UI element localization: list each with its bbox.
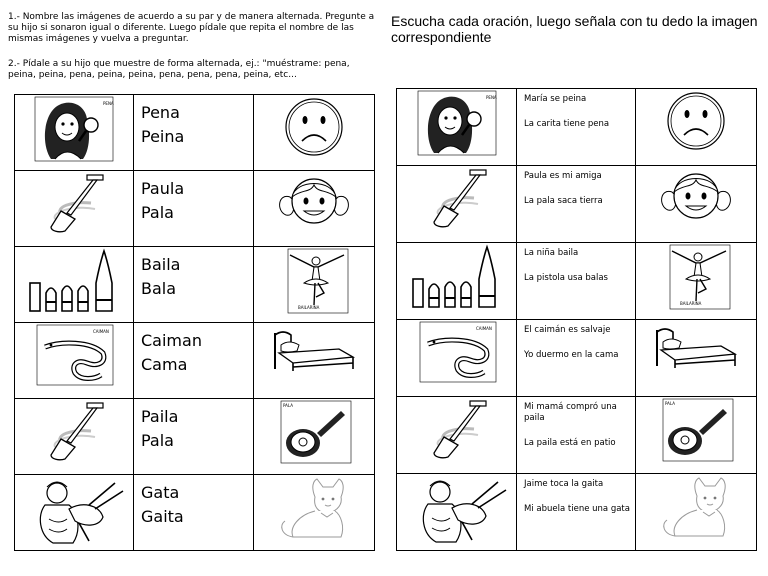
word-text: Paila [141,407,179,426]
bagpipe-player-icon [15,475,133,547]
sentence-text: Yo duermo en la cama [524,350,619,360]
bagpipe-player-icon [397,474,516,546]
word-text: Cama [141,355,188,374]
word-pair [134,399,253,453]
sentence-row [397,320,757,397]
girl-face-icon [636,166,756,222]
word-pair [134,247,253,301]
sentence-row [397,474,757,551]
word-pair-row [15,171,375,247]
sentence-row [397,243,757,320]
sad-face-icon [254,95,374,159]
shovel-icon [15,399,133,463]
bed-icon [254,323,374,373]
sentence-pair [517,166,635,207]
bed-icon [636,320,756,370]
sentence-pair [517,320,635,361]
bullets-icon [15,247,133,315]
shovel-icon [397,166,516,230]
girl-face-icon [254,171,374,227]
word-pair-row [15,475,375,551]
word-text: Pena [141,103,180,122]
caiman-label-text: CAIMAN [93,329,109,334]
sentence-pair [517,397,635,449]
sentence-text: La pistola usa balas [524,273,608,283]
word-pair-row [15,247,375,323]
word-pair-row [15,323,375,399]
word-text: Gata [141,483,180,502]
bailarina-label-text: BAILARINA [298,305,320,310]
word-text: Gaita [141,507,184,526]
word-pair-row [15,399,375,475]
word-text: Caiman [141,331,202,350]
shovel-icon [397,397,516,461]
sentence-pair [517,474,635,515]
caiman-label-text: CAIMAN [475,326,492,331]
word-text: Pala [141,203,174,222]
cat-icon [254,475,374,539]
sentence-text: María se peina [524,94,587,104]
sentence-row [397,397,757,474]
cat-icon [636,474,756,538]
instruction-step-1: 1.- Nombre las imágenes de acuerdo a su par y de manera alternada. Pregunte a su hijo si sonaron igual o diferente. Luego pídale que repita el nombre de las mismas imágenes y vuelva a preguntar. [8,12,375,44]
word-pair [134,475,253,529]
word-pair [134,323,253,377]
caiman-icon [397,320,516,384]
sentence-text: La carita tiene pena [524,119,610,129]
sad-face-icon [636,89,756,153]
sentence-pair [517,89,635,130]
word-text: Paula [141,179,185,198]
bullets-icon [397,243,516,311]
instruction-step-2: 2.- Pídale a su hijo que muestre de forma alternada, ej.: "muéstrame: pena, peina, peina, pena, peina, peina, pena, pena, pena, peina, etc... [8,59,350,80]
pena-label-text: PENA [103,101,114,106]
sentence-text: Mi abuela tiene una gata [524,504,630,514]
right-worksheet-title: Escucha cada oración, luego señala con tu dedo la imagen correspondiente [391,13,758,45]
ballerina-icon [636,243,756,313]
pena-label-text: PENA [485,95,497,100]
word-pair [134,95,253,149]
pala-label-text: PALA [665,401,675,406]
sentence-text: La niña baila [524,248,579,258]
girl-combing-icon [397,89,516,157]
sentence-pair [517,243,635,284]
right-sentences-table [396,88,757,551]
sentence-text: El caimán es salvaje [524,325,611,335]
sentence-text: La pala saca tierra [524,196,603,206]
sentence-row [397,166,757,243]
word-text: Peina [141,127,185,146]
sentence-text: La paila está en patio [524,438,616,448]
shovel-icon [15,171,133,235]
sentence-text: Paula es mi amiga [524,171,602,181]
sentence-row [397,89,757,166]
frying-pan-icon [254,399,374,465]
word-pair-row [15,95,375,171]
ballerina-icon [254,247,374,317]
girl-combing-icon [15,95,133,163]
word-text: Baila [141,255,181,274]
pala-label-text: PALA [283,403,293,408]
sentence-text: Jaime toca la gaita [524,479,604,489]
word-text: Bala [141,279,177,298]
sentence-text: Mi mamá compró una paila [524,402,617,423]
left-word-pairs-table [14,94,375,551]
caiman-icon [15,323,133,387]
word-text: Pala [141,431,174,450]
bailarina-label-text: BAILARINA [680,301,702,306]
frying-pan-icon [636,397,756,463]
word-pair [134,171,253,225]
